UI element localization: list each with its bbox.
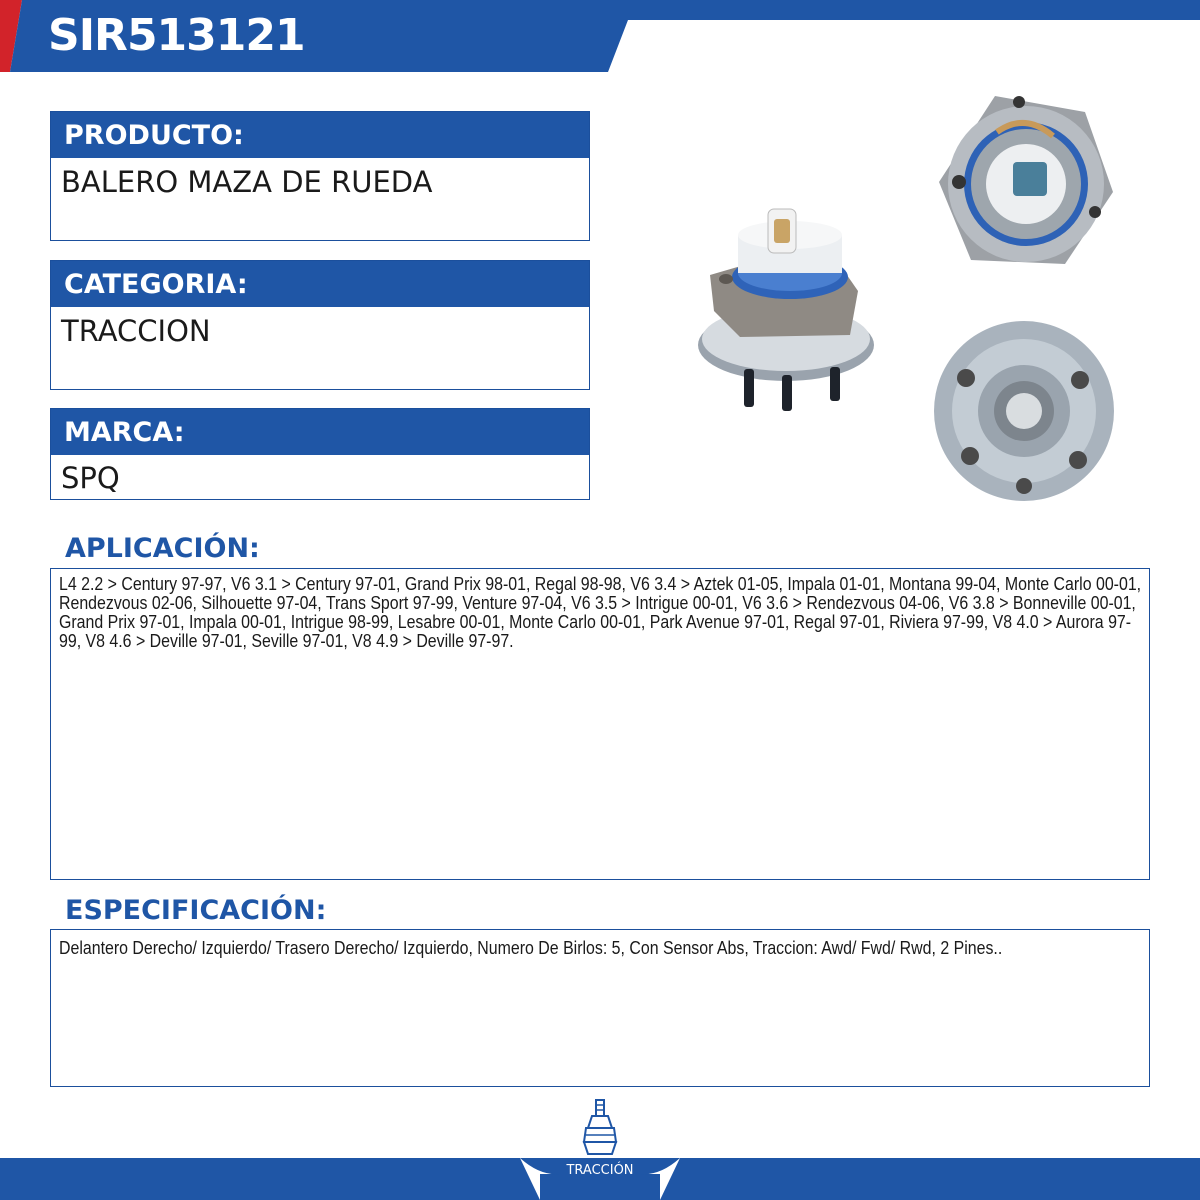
application-title: APLICACIÓN: xyxy=(65,533,260,564)
part-number-title: SIR513121 xyxy=(48,10,305,61)
cv-joint-icon xyxy=(578,1098,622,1160)
product-label: PRODUCTO: xyxy=(51,112,589,158)
brand-box xyxy=(50,408,590,500)
wheel-hub-front-image xyxy=(930,318,1118,504)
wheel-hub-side-image xyxy=(690,195,890,415)
product-value: BALERO MAZA DE RUEDA xyxy=(61,165,433,199)
category-label: CATEGORIA: xyxy=(51,261,589,307)
footer-label: TRACCIÓN xyxy=(566,1163,634,1178)
specification-title: ESPECIFICACIÓN: xyxy=(65,895,327,926)
application-text: L4 2.2 > Century 97-97, V6 3.1 > Century 97-01, Grand Prix 98-01, Regal 98-98, V6 3.4 > Aztek 01-05, Impala 01-01, Montana 99-04, Monte Carlo 00-01, Rendezvous 02-06, Silhouette 97-04, Trans Sport 97-99, Venture 97-04, V6 3.5 > Intrigue 00-01, V6 3.6 > Rendezvous 04-06, V6 3.8 > Bonneville 00-01, Grand Prix 97-01, Impala 00-01, Intrigue 98-99, Lesabre 00-01, Monte Carlo 00-01, Park Avenue 97-01, Regal 97-01, Riviera 97-99, V8 4.0 > Aurora 97-99, V8 4.6 > Deville 97-01, Seville 97-01, V8 4.9 > Deville 97-97. xyxy=(59,573,1142,651)
category-box xyxy=(50,260,590,390)
specification-text: Delantero Derecho/ Izquierdo/ Trasero Derecho/ Izquierdo, Numero De Birlos: 5, Con Sensor Abs, Traccion: Awd/ Fwd/ Rwd, 2 Pines.. xyxy=(59,937,1003,958)
product-box xyxy=(50,111,590,241)
brand-value: SPQ xyxy=(61,461,120,495)
application-box xyxy=(50,568,1150,880)
category-value: TRACCION xyxy=(61,314,211,348)
wheel-hub-back-image xyxy=(935,92,1117,274)
brand-label: MARCA: xyxy=(51,409,589,455)
specification-box xyxy=(50,929,1150,1087)
